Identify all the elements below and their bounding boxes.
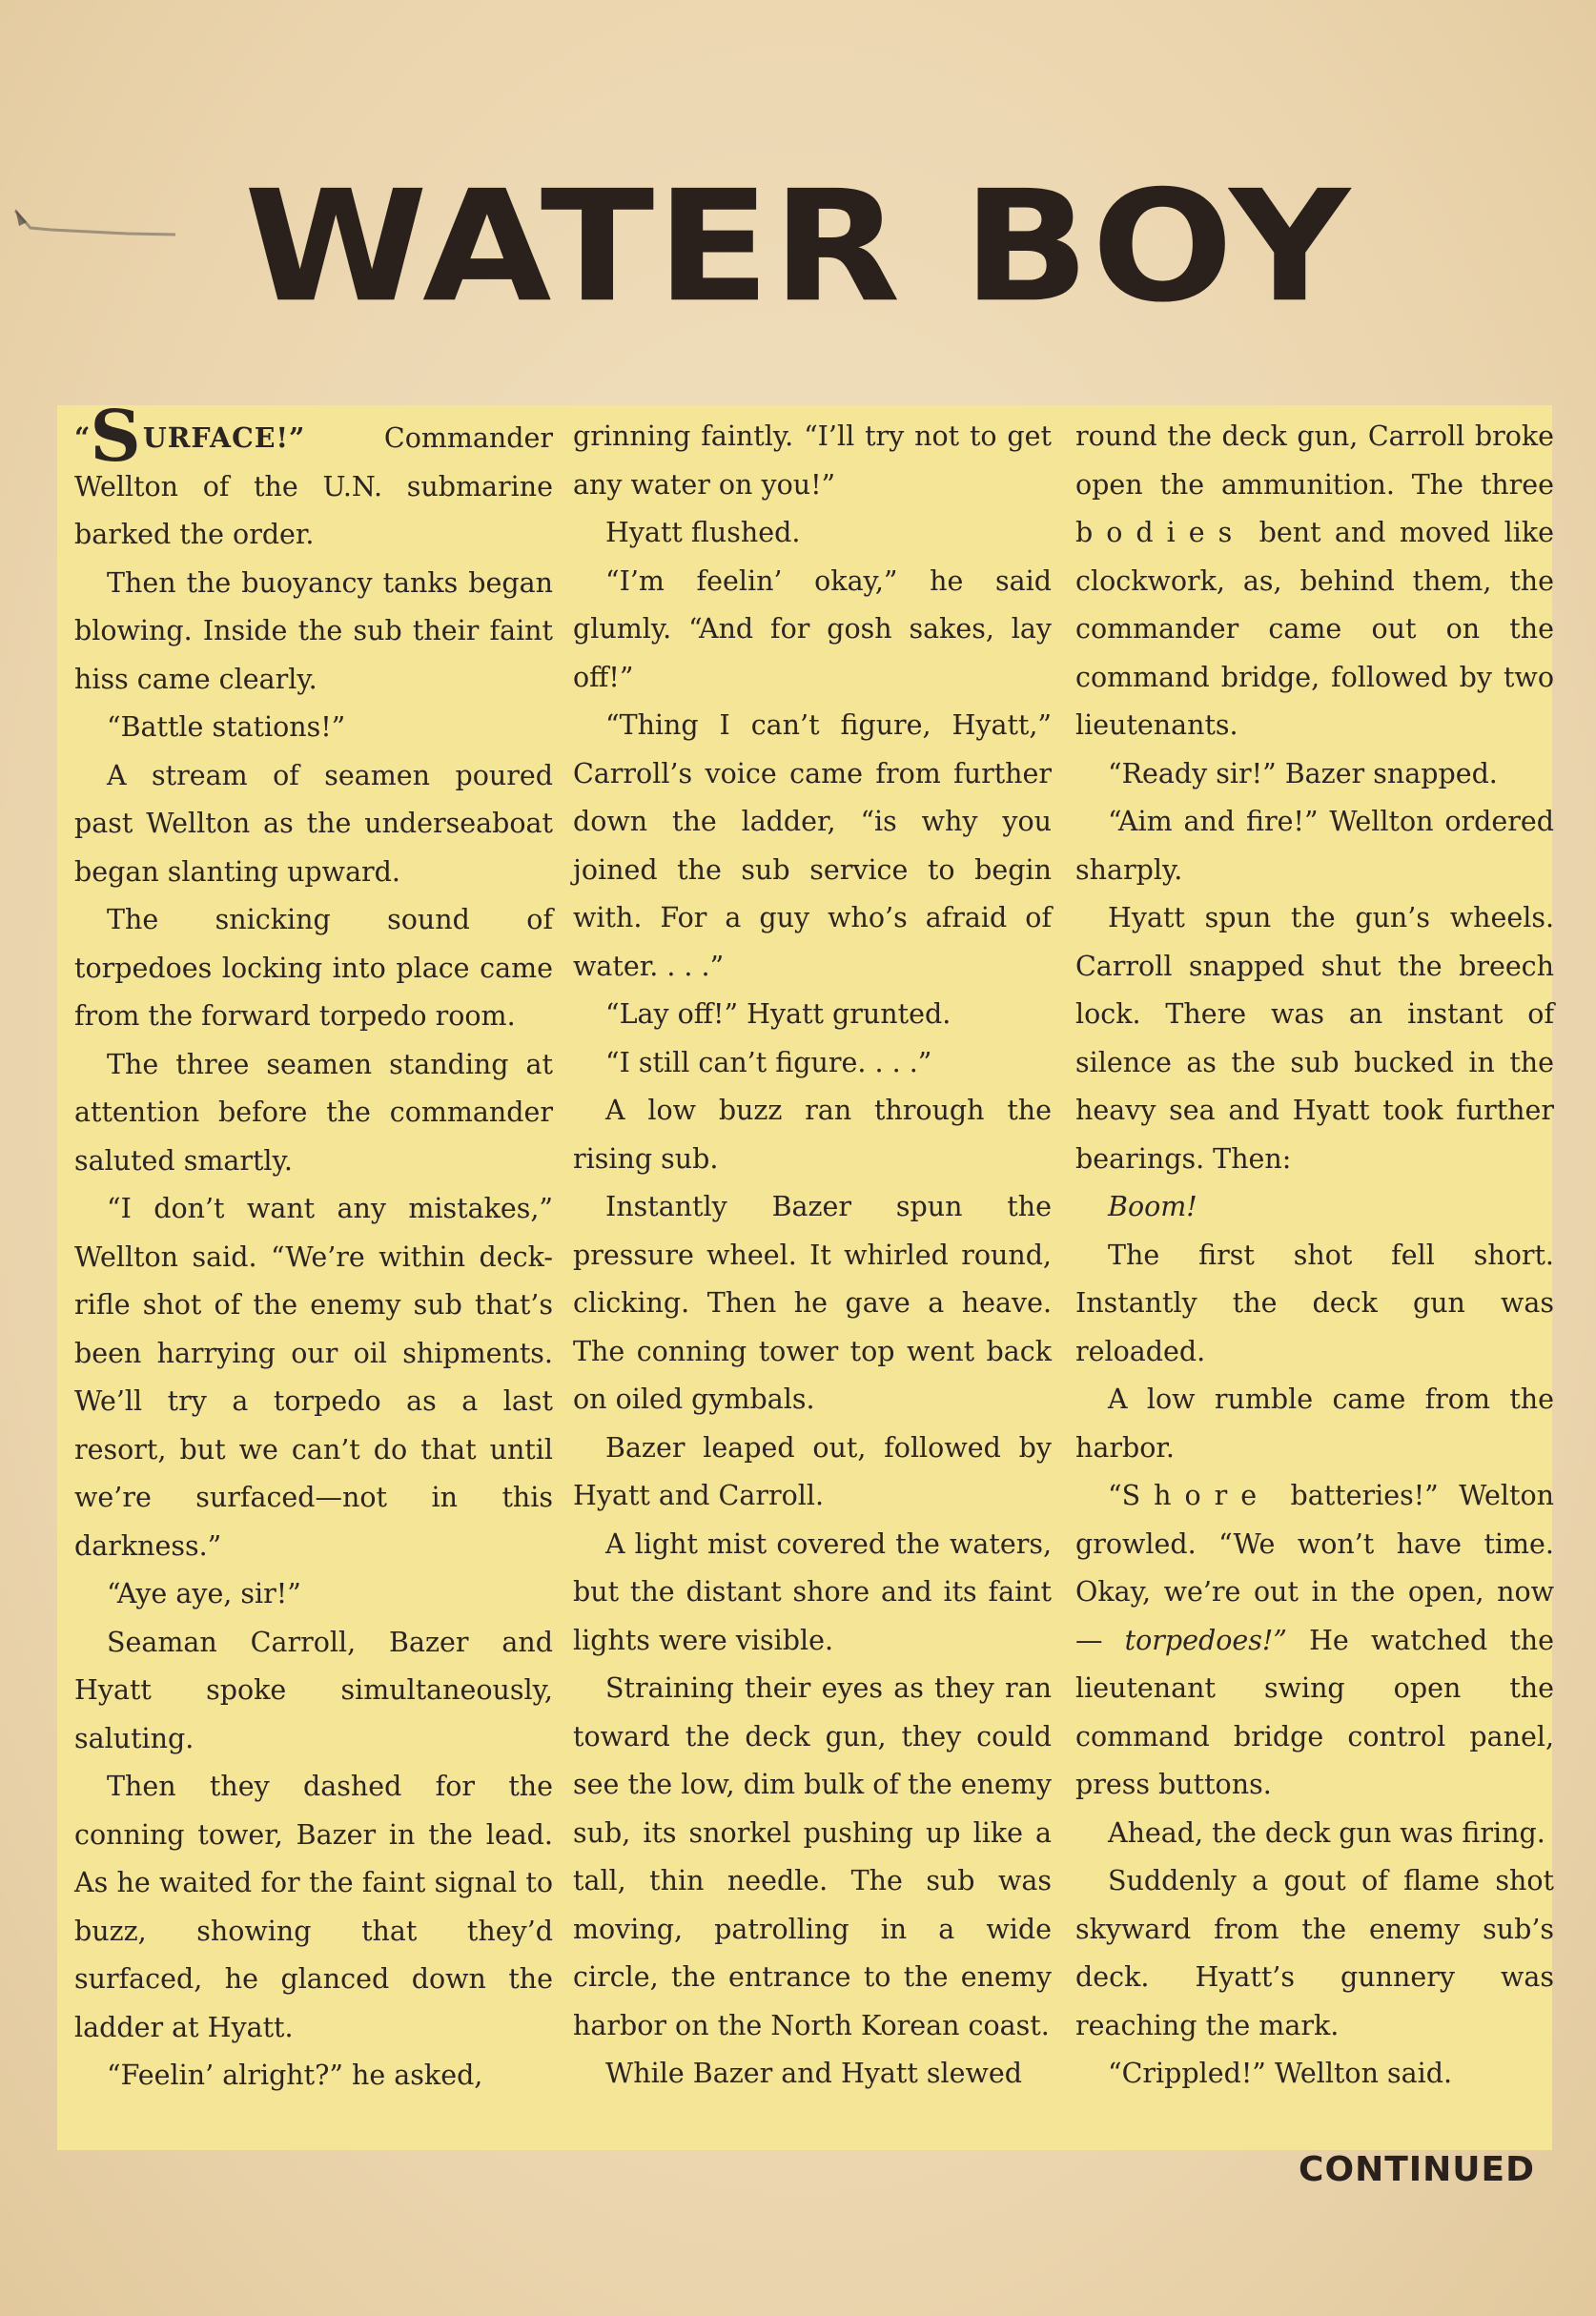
- paragraph: “Thing I can’t figure, Hyatt,” Carroll’s voice came from further down the ladder, “is why you joined the sub service to begin with. For a guy who’s afraid of water. . . .”: [573, 709, 1052, 982]
- paragraph: “Lay off!” Hyatt grunted.: [605, 998, 951, 1030]
- open-quote: “: [74, 421, 91, 454]
- paragraph-text: “: [1108, 1480, 1122, 1511]
- paragraph: The first shot fell short. Instantly the deck gun was reloaded.: [1075, 1239, 1554, 1367]
- paragraph: [1075, 413, 1554, 750]
- paragraph: “I don’t want any mistakes,” Wellton said. “We’re within deck-rifle shot of the enemy sub that’s been harrying our oil shipments. We’ll try a torpedo as a last resort, but we can’t do that until we’re surfaced—not in this darkness.”: [74, 1193, 553, 1562]
- paragraph-text: batteries!” Welton growled. “We won’t have time. Okay, we’re out in the open, now —: [1075, 1480, 1554, 1656]
- paragraph: A stream of seamen poured past Wellton as the underseaboat began slanting upward.: [74, 759, 553, 888]
- story-title: WATER BOY: [243, 158, 1353, 337]
- paragraph: A low buzz ran through the rising sub.: [573, 1095, 1052, 1175]
- paragraph: Then they dashed for the conning tower, Bazer in the lead. As he waited for the faint signal to buzz, showing that they’d surfaced, he glanced down the ladder at Hyatt.: [74, 1771, 553, 2043]
- story-columns: [0, 396, 1596, 2129]
- paragraph: Hyatt spun the gun’s wheels. Carroll snapped shut the breech lock. There was an instant of silence as the sub bucked in the heavy sea and Hyatt took further bearings. Then:: [1075, 902, 1554, 1175]
- paragraph: Hyatt flushed.: [605, 517, 801, 548]
- paragraph: Then the buoyancy tanks began blowing. Inside the sub their faint hiss came clearly.: [74, 566, 553, 695]
- paragraph: A low rumble came from the harbor.: [1075, 1383, 1554, 1464]
- paragraph: Seaman Carroll, Bazer and Hyatt spoke simultaneously, saluting.: [74, 1626, 553, 1754]
- paragraph-text: bent and moved like clockwork, as, behind them, the commander came out on the command bridge, followed by two lieutenants.: [1075, 517, 1554, 741]
- paragraph: “Aye aye, sir!”: [107, 1578, 301, 1609]
- emphasis-text: torpedoes!”: [1124, 1624, 1287, 1656]
- story-column-2: [573, 413, 1052, 2099]
- spaced-word: bodies: [1075, 517, 1246, 548]
- story-column-1: [74, 396, 553, 2101]
- paragraph: While Bazer and Hyatt slewed: [605, 2058, 1022, 2089]
- lead-caps: URFACE!”: [142, 421, 306, 454]
- paragraph-text: He watched the lieutenant swing open the command bridge control panel, press buttons.: [1075, 1624, 1555, 1800]
- paragraph: Ahead, the deck gun was firing.: [1108, 1816, 1545, 1849]
- paragraph: [1075, 1472, 1554, 1810]
- paragraph: Suddenly a gout of flame shot skyward from the enemy sub’s deck. Hyatt’s gunnery was reaching the mark.: [1075, 1865, 1554, 2041]
- emphasis-text: Boom!: [1108, 1191, 1197, 1222]
- paragraph: “Aim and fire!” Wellton ordered sharply.: [1075, 806, 1554, 886]
- paragraph-text: round the deck gun, Carroll broke open the ammunition. The three: [1075, 420, 1554, 501]
- paragraph: A light mist covered the waters, but the distant shore and its faint lights were visible.: [573, 1527, 1052, 1656]
- paragraph: The snicking sound of torpedoes locking into place came from the forward torpedo room.: [74, 904, 553, 1032]
- spaced-word: Shore: [1121, 1480, 1271, 1511]
- paragraph: “Crippled!” Wellton said.: [1108, 2058, 1453, 2089]
- paragraph: “Feelin’ alright?” he asked,: [107, 2060, 483, 2091]
- paragraph: [1075, 1183, 1554, 1232]
- paragraph: Bazer leaped out, followed by Hyatt and Carroll.: [573, 1431, 1052, 1511]
- paragraph: “I’m feelin’ okay,” he said glumly. “And for gosh sakes, lay off!”: [573, 564, 1052, 693]
- paragraph: grinning faintly. “I’ll try not to get any water on you!”: [573, 420, 1052, 501]
- paragraph: The three seamen standing at attention before the commander saluted smartly.: [74, 1048, 553, 1177]
- paragraph: “Battle stations!”: [107, 711, 346, 743]
- paragraph: “I still can’t figure. . . .”: [605, 1046, 932, 1078]
- continued-label: CONTINUED: [1299, 2150, 1535, 2189]
- paragraph: [74, 396, 553, 560]
- paragraph: Instantly Bazer spun the pressure wheel. It whirled round, clicking. Then he gave a heave. The conning tower top went back on oiled gymbals.: [573, 1191, 1052, 1415]
- drop-cap: S: [90, 396, 141, 478]
- paragraph: Straining their eyes as they ran toward the deck gun, they could see the low, dim bulk of the enemy sub, its snorkel pushing up like a tall, thin needle. The sub was moving, patrolling in a wide circle, the entrance to the enemy harbor on the North Korean coast.: [573, 1672, 1052, 2041]
- story-column-3: [1075, 413, 1554, 2099]
- paragraph-text: Commander Wellton of the U.N. submarine barked the order.: [74, 422, 553, 550]
- paragraph: “Ready sir!” Bazer snapped.: [1108, 757, 1498, 789]
